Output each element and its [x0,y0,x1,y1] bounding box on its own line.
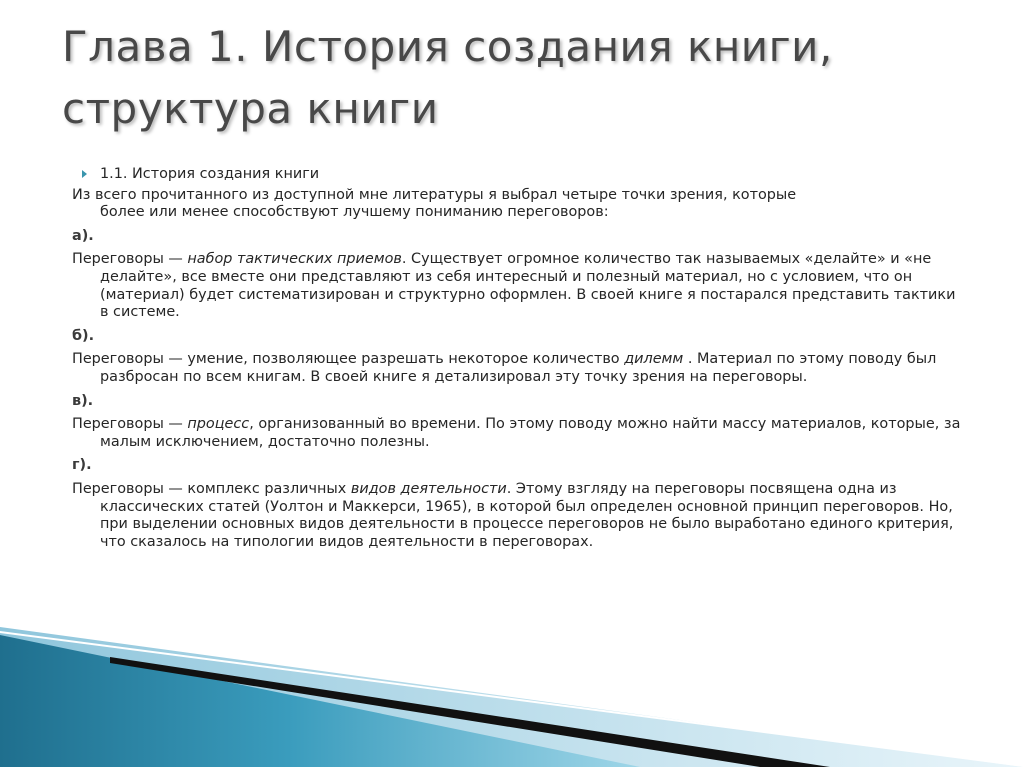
section-heading-text: 1.1. История создания книги [100,166,320,182]
item-label-c: в). [72,392,94,409]
item-paragraph-d [72,481,962,551]
item-text-emphasis: набор тактических приемов [187,251,402,268]
item-paragraph-b [72,351,962,386]
item-text-post: . Материал по этому поводу был разбросан по всем книгам. В своей книге я детализировал эту точку зрения на переговоры. [100,351,937,385]
item-text-post: . Этому взгляду на переговоры посвящена одна из классических статей (Уолтон и Маккерси, 1965), в которой был определен основной принцип переговоров. Но, при выделении основных видов деятельности в процессе переговоров не было выработано единого критерия, что сказалось на типологии видов деятельности в переговорах. [100,480,954,550]
page-title: Глава 1. История создания книги, структура книги [62,22,833,133]
item-paragraph-c [72,416,962,451]
bullet-arrow-icon [82,170,87,178]
slide-content [72,166,962,555]
item-text-pre: Переговоры — [72,251,188,268]
intro-paragraph [72,187,962,222]
item-text-pre: Переговоры — умение, позволяющее разрешать некоторое количество [72,351,625,368]
item-text-emphasis: дилемм [624,351,684,368]
item-label-d: г). [72,457,92,474]
item-text-emphasis: процесс [187,416,250,433]
item-text-post: , организованный во времени. По этому поводу можно найти массу материалов, которые, за малым исключением, достаточно полезны. [100,416,961,450]
item-text-pre: Переговоры — комплекс различных [72,480,351,497]
item-text-post: . Существует огромное количество так называемых «делайте» и «не делайте», все вместе они представляют из себя интересный и полезный материал, но с условием, что он (материал) будет систематизирован и структурно оформлен. В своей книге я постарался представить тактики в системе. [100,251,956,321]
intro-line-2: более или менее способствуют лучшему пониманию переговоров: [100,204,609,221]
section-heading [72,166,962,184]
item-paragraph-a [72,251,962,321]
item-text-pre: Переговоры — [72,416,188,433]
item-label-b: б). [72,327,95,344]
item-text-emphasis: видов деятельности [350,480,507,497]
intro-line-1: Из всего прочитанного из доступной мне литературы я выбрал четыре точки зрения, которые [72,186,797,203]
decorative-swoosh [0,627,1024,767]
item-label-a: а). [72,227,94,244]
